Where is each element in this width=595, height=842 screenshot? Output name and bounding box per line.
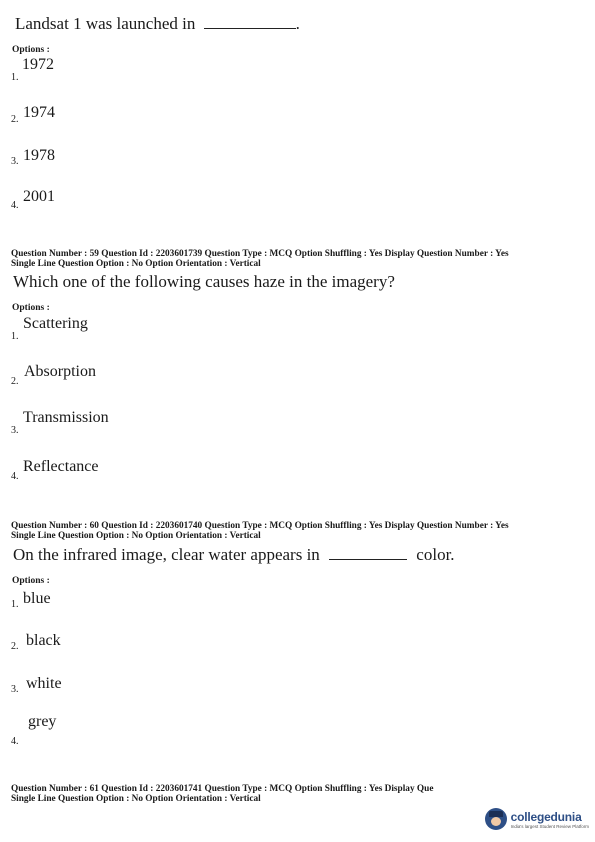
option-text: 1972: [22, 56, 54, 73]
question-meta-line: Question Number : 59 Question Id : 2203601739 Question Type : MCQ Option Shuffling : Yes Display Question Number : Yes: [11, 249, 509, 259]
option-number: 4.: [11, 736, 19, 747]
question-meta-line: Single Line Question Option : No Option Orientation : Vertical: [11, 259, 261, 269]
answer-blank: [329, 545, 407, 560]
option-text: blue: [23, 590, 51, 607]
question-text-before-blank: Landsat 1 was launched in: [15, 14, 196, 33]
option-text: Absorption: [24, 363, 96, 380]
option-text: Scattering: [23, 315, 88, 332]
option-number: 3.: [11, 156, 19, 167]
question-meta-line: Single Line Question Option : No Option Orientation : Vertical: [11, 531, 261, 541]
question-meta: [11, 784, 433, 804]
question-text-after-blank: .: [295, 14, 300, 33]
question-text: Which one of the following causes haze in the imagery?: [13, 272, 395, 291]
question-meta: [11, 521, 509, 541]
option-number: 1.: [11, 72, 19, 83]
option-number: 1.: [11, 599, 19, 610]
question-meta-line: Question Number : 61 Question Id : 2203601741 Question Type : MCQ Option Shuffling : Yes Display Que: [11, 784, 434, 794]
option-text: 1978: [23, 147, 55, 164]
logo-tagline: India's largest Student Review Platform: [510, 823, 589, 829]
question-meta-line: Question Number : 60 Question Id : 2203601740 Question Type : MCQ Option Shuffling : Yes Display Question Number : Yes: [11, 521, 509, 531]
question-text-after-blank: color.: [416, 545, 455, 564]
option-text: grey: [28, 713, 57, 730]
option-text: white: [26, 675, 62, 692]
logo-name: collegedunia: [510, 809, 582, 824]
collegedunia-logo: [485, 808, 589, 830]
question-meta-line: Single Line Question Option : No Option Orientation : Vertical: [11, 794, 261, 804]
question-meta: [11, 249, 509, 269]
option-text: Reflectance: [23, 458, 99, 475]
option-number: 3.: [11, 684, 19, 695]
option-number: 4.: [11, 471, 19, 482]
option-number: 4.: [11, 200, 19, 211]
options-label: Options :: [12, 303, 50, 313]
option-text: 2001: [23, 188, 55, 205]
question-text: [15, 14, 300, 34]
options-label: Options :: [12, 45, 50, 55]
option-text: black: [26, 632, 61, 649]
option-number: 2.: [11, 114, 19, 125]
option-number: 3.: [11, 425, 19, 436]
question-text-before-blank: On the infrared image, clear water appears in: [13, 545, 320, 564]
option-number: 2.: [11, 641, 19, 652]
option-text: 1974: [23, 104, 55, 121]
options-label: Options :: [12, 576, 50, 586]
answer-blank: [204, 14, 296, 29]
student-avatar-icon: [485, 808, 507, 830]
question-text: [13, 545, 455, 565]
option-number: 2.: [11, 376, 19, 387]
option-text: Transmission: [23, 409, 109, 426]
option-number: 1.: [11, 331, 19, 342]
